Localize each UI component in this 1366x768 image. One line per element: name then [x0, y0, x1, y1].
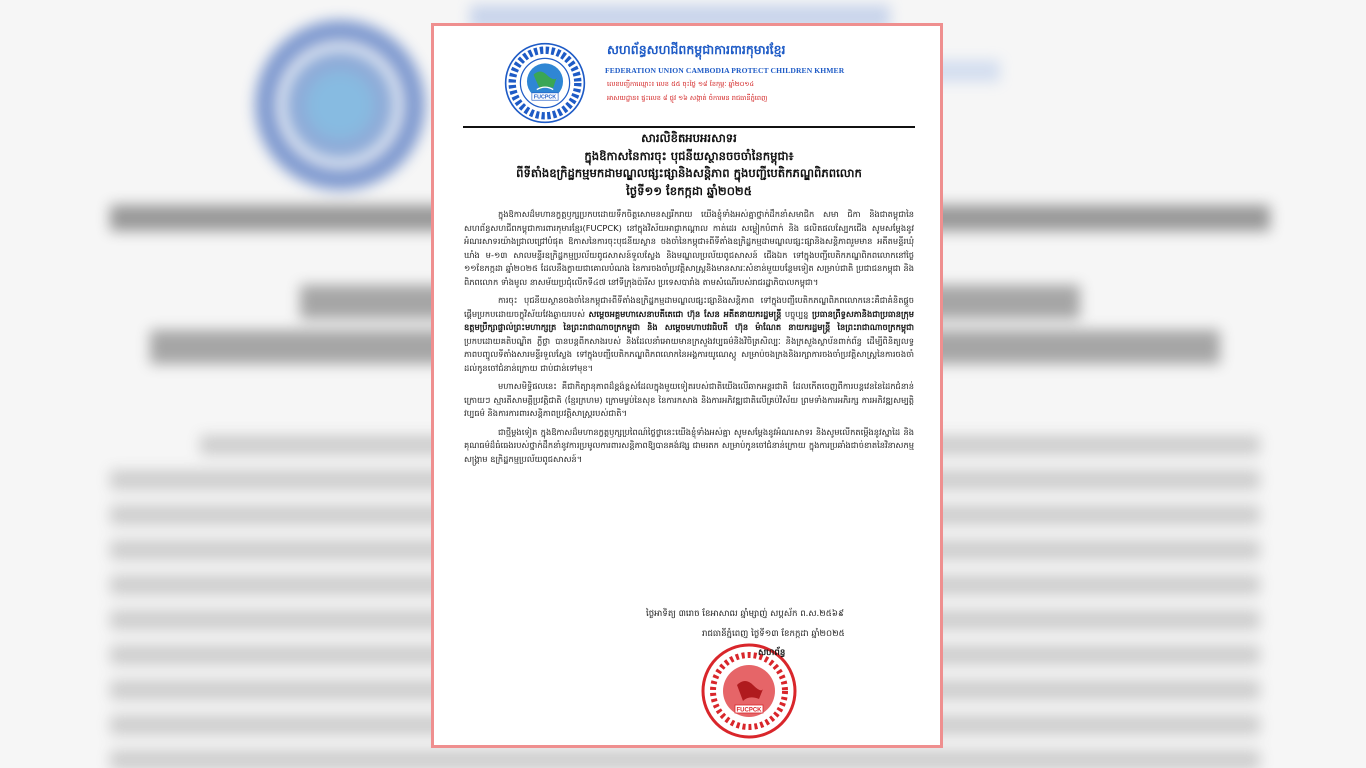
paragraph [464, 380, 914, 421]
letter-document [431, 23, 943, 748]
paragraph-text: ការចុះ បុជនីយស្ថានចងចាំនៃកម្ពុជា៖ពីទីតាំងឧក្រិដ្ឋកម្មដាមណ្ឌលផ្សះផ្សានិងសន្តិភាព ទៅក្នុងបញ្ជីបេតិកភណ្ឌពិភពលោកនេះគឺជាគំនិតផ្តួចផ្តើមប្រកបដោយចក្ខុវិស័យវែងឆ្ងាយរបស់ [464, 295, 914, 319]
logo-abbreviation: FUCPCK [533, 94, 557, 101]
organization-address: អាសយដ្ឋាន៖ ផ្ទះលេខ ៨ ផ្លូវ ១៦ សង្កាត់ ចំការមន រាជធានីភ្នំពេញ [607, 94, 768, 102]
paragraph-text: ប្រកបដោយគតិបណ្ឌិត ភ្លឺថ្លា បានបន្តពីកសាងរបស់ និងដែលនាំអោយមានក្រសួងវប្បធម៌និងវិចិត្រសិល្បៈ និងក្រសួងស្ថាប័នពាក់ព័ន្ធ ដើម្បីពិនិត្យលទ្ធភាពបញ្ចូលទីតាំងសារមន្ទីរទួលស្លែង ទៅក្នុងបញ្ជីបេតិកភណ្ឌពិភពលោកនៃអង្គការយូណេស្កូ សម្រាប់ចងក្រងនិងរក្សាការចងចាំប្រវត្តិសាស្ត្រនៃការចងចាំដល់កូនចៅជំនាន់ក្រោយ ជាប់ជាន់ទៅមុខ។ [464, 335, 914, 373]
header-divider [463, 126, 915, 128]
letterhead [504, 40, 914, 130]
letter-title: សារលិខិតអបអរសាទរ [641, 131, 737, 145]
paragraph-emphasis: ប្រធានព្រឹទ្ធសភានិងជាប្រធានក្រុមឧត្តមប្រឹក្សាផ្ទាល់ព្រះមហាក្សត្រ នៃព្រះរាជាណាចក្រកម្ពុជា និង សម្តេចមហាបវរធិបតី ហ៊ុន ម៉ាណែត នាយករដ្ឋមន្ត្រី នៃព្រះរាជាណាចក្រកម្ពុជា [464, 308, 915, 332]
signatory-title: សហព័ន្ធ [758, 648, 786, 658]
organization-logo [504, 42, 586, 124]
paragraph-text: មហាសមិទ្ធិផលនេះ គឺជាកិត្យានុភាពដ៏ខ្ពង់ខ្ពស់ដែលក្នុងមួយទៀតរបស់ជាតិយើងលើឆាកអន្តរជាតិ ដែលកើតចេញពីការបន្តវេននៃដៃកជំនាន់ក្រោយៗ ស្មារតីសាមគ្គីប្រវត្តិជាតិ (ខ្មែរក្រហម) ក្រោមម្លប់នៃសុខ នៃការកសាង និងការអភិវឌ្ឍជាតិលើគ្រប់វិស័យ ព្រមទាំងការអភិរក្ស ការអភិវឌ្ឍសម្បត្តិវប្បធម៌ និងការការពារសន្តិភាពប្រវត្តិសាស្ត្ររបស់ជាតិ។ [464, 381, 914, 418]
letter-subtitle: ពីទីតាំងឧក្រិដ្ឋកម្មមកដាមណ្ឌលផ្សះផ្សានិងសន្តិភាព ក្នុងបញ្ជីបេតិកភណ្ឌពិភពលោក [516, 166, 862, 180]
letter-subtitle: ក្នុងឱកាសនៃការចុះ បុជនីយស្ថានចចចាំនៃកម្ពុជា៖ [584, 148, 794, 163]
organization-registration: លេខបញ្ជីកាឈ្មោះ៖ លេខ ៥៥ ចុះថ្ងៃ ១៨ ខែកុម្ភៈ ឆ្នាំ២០១៤ [607, 80, 755, 88]
letter-body [464, 208, 914, 471]
paragraph-text: ជាថ្មីម្តងទៀត ក្នុងឱកាសដ៏មហានក្ខត្តឫក្សប្រពៃណ៍ថ្លៃថ្លានេះយើងខ្ញុំទាំងអស់គ្នា សូមសម្តែងនូវអំណរសាទរ និងសូមលើកតម្កើងនូវស្នាដៃ និងគុណធម៌ដ៏ធំធេងរបស់ថ្នាក់ដឹកនាំនូវការប្រមូលការពារសន្តិភាពឱ្យបានគង់វង្ស ជាមរតក សម្រាប់កូនចៅជំនាន់ក្រោយ ក្នុងការប្រឆាំងជាច់ខាតនៃវិនាសកម្មសង្គ្រាម ឧក្រិដ្ឋកម្មប្រល័យពូជសាសន៍។ [464, 426, 914, 464]
stamp-abbreviation: FUCPCK [736, 707, 762, 714]
paragraph [464, 426, 914, 467]
paragraph-text: បច្ចុប្បន្ន [784, 308, 809, 319]
paragraph-text: ក្នុងឱកាសដ៏មហានក្ខត្តឫក្សប្រកបដោយទឹកចិត្តសោមនស្សរីករាយ យើងខ្ញុំទាំងអស់គ្នាថ្នាក់ដឹកនាំសមាជិក សមា ជិកា និងជាតម្ពុជានៃ សហព័ន្ធសហជីពកម្ពុជាការពារកុមារខ្មែរ(FUCPCK) នៅក្នុងវិស័យអាជ្ញាកណ្តាល កាត់ដេរ សម្លៀកបំពាក់ និង ផលិតផលស្បែកជើង សូមសម្តែងនូវអំណរសាទរយ៉ាងជ្រាលជ្រៅបំផុត ឱកាសនៃការចុះបុជនីយស្ថាន ចងចាំនៃកម្ពុជា៖ពីទីតាំងឧក្រិដ្ឋកម្មដាមណ្ឌលផ្សះផ្សានិងសន្តិភាពរួមមាន អតីតមន្ទីរឃុំឃាំង ម-១៣ សាលមន្ទីរឧក្រិដ្ឋកម្មប្រល័យពូជសាសន៍ទួលស្លែង និងមណ្ឌលប្រល័យពូជសាសន៍ ជើងឯក ទៅក្នុងបញ្ជីបេតិកភណ្ឌពិភពលោកនៅថ្ងៃ ១១ខែកក្កដា ឆ្នាំ២០២៥ ដែលនឹងក្លាយជាគោលបំណង នៃការចងចាំប្រវត្តិសាស្ត្រនិងមានសារៈសំខាន់មួយបន្ថែមទៀត សម្រាប់ជាតិ ប្រជាជនកម្ពុជា និងពិភពលោក ទាំងមូល នាសម័យប្រជុំលើកទី៤៧ នៅទីក្រុងប៉ារីស ប្រទេសបារាំង តាមសំណើរបស់រាជរដ្ឋាភិបាលកម្ពុជា។ [464, 209, 914, 287]
organization-name-khmer: សហព័ន្ធសហជីពកម្ពុជាការពារកុមារខ្មែរ [607, 42, 786, 57]
letter-titles [463, 130, 915, 200]
solar-date: រាជធានីភ្នំពេញ ថ្ងៃទី១៣ ខែកក្កដា ឆ្នាំ២០២៥ [702, 629, 845, 639]
paragraph [464, 294, 914, 375]
blurred-text-line [110, 750, 1260, 768]
lunar-date: ថ្ងៃអាទិត្យ ៣រោច ខែអាសាឍ ឆ្នាំម្សាញ់ សប្តស័ក ព.ស.២៥៦៩ [646, 609, 845, 619]
paragraph [464, 208, 914, 289]
blurred-logo [255, 20, 425, 190]
organization-name-english: FEDERATION UNION CAMBODIA PROTECT CHILDREN KHMER [605, 66, 845, 75]
letter-date-heading: ថ្ងៃទី១១ ខែកក្កដា ឆ្នាំ២០២៥ [626, 183, 752, 198]
paragraph-emphasis: សម្តេចអគ្គមហាសេនាបតីតេជោ ហ៊ុន សែន អតីតនាយករដ្ឋមន្ត្រី [588, 308, 782, 319]
